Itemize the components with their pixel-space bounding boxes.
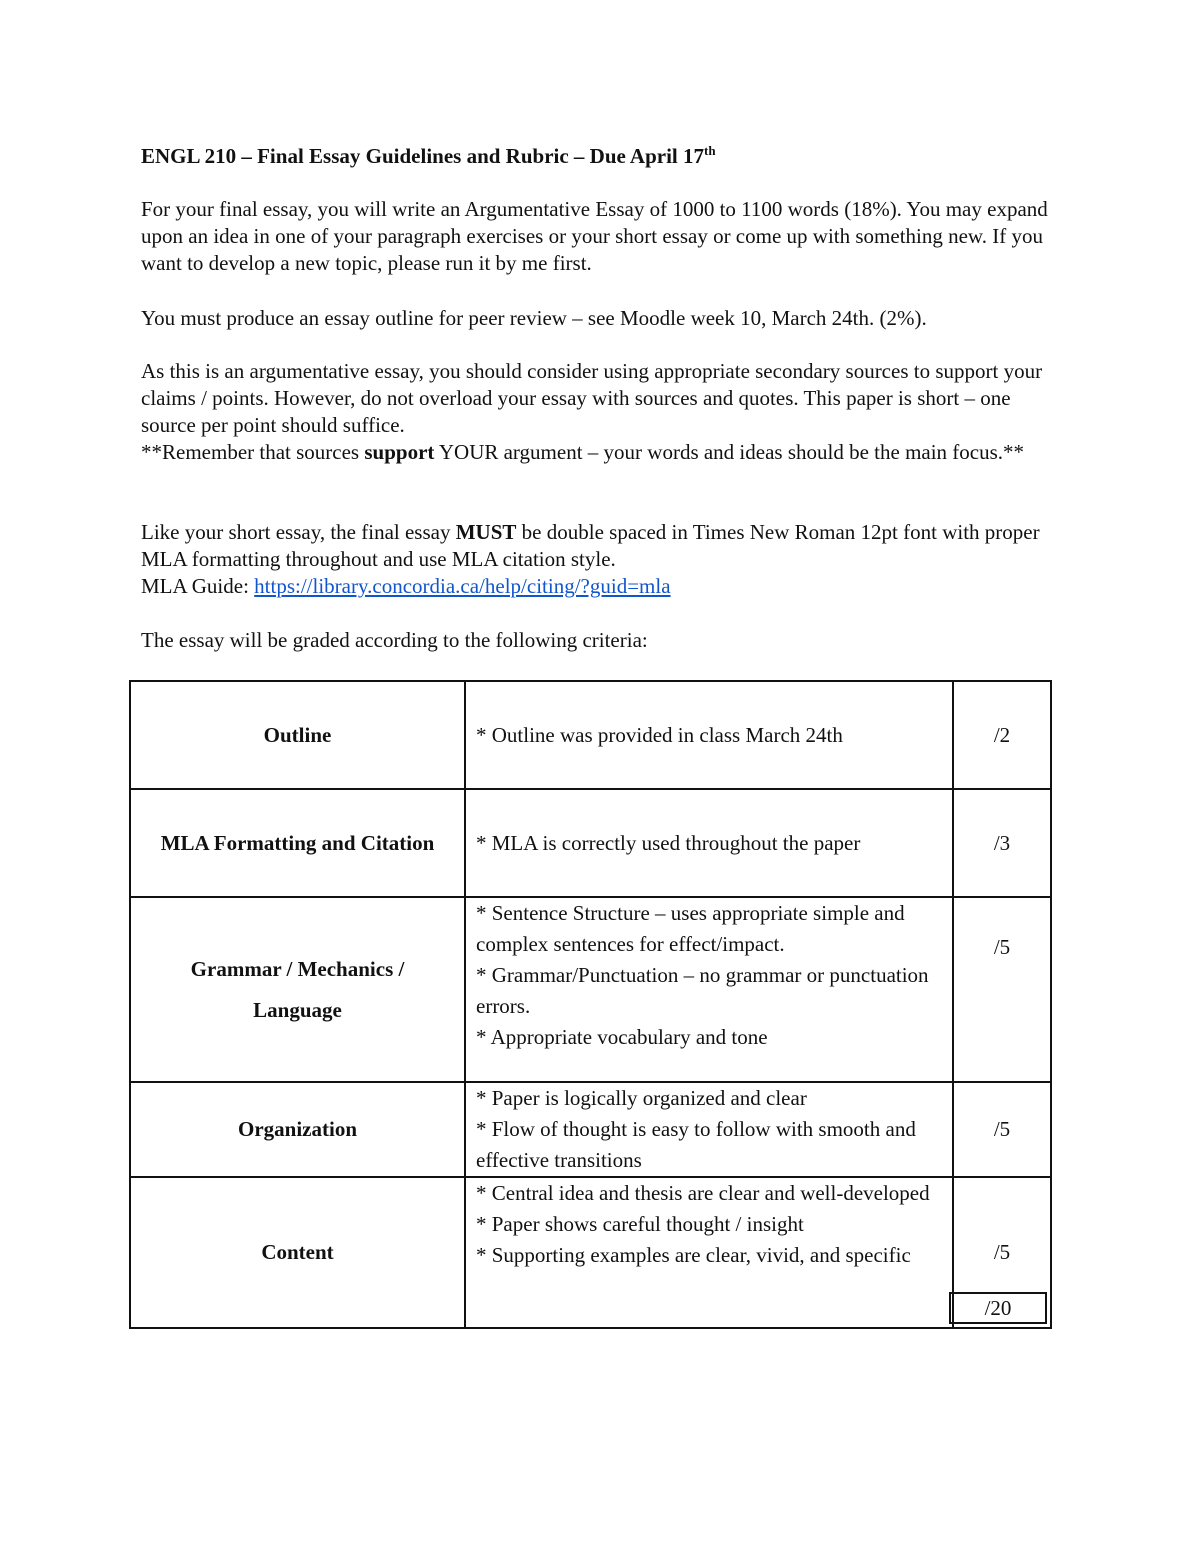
score-cell: /5 [953,1177,1051,1328]
title-text: ENGL 210 – Final Essay Guidelines and Rubric – Due April 17 [141,144,705,168]
paragraph-criteria-intro: The essay will be graded according to the following criteria: [141,628,648,652]
score-cell: /3 [953,789,1051,897]
total-score-cell: /20 [949,1292,1047,1324]
paragraph-formatting [141,519,1066,600]
table-row [130,1177,1051,1328]
mla-guide-line: MLA Guide: https://library.concordia.ca/help/citing/?guid=mla [141,574,671,598]
paragraph-essay-overview: For your final essay, you will write an Argumentative Essay of 1000 to 1100 words (18%). You may expand upon an idea in one of your paragraph exercises or your short essay or come up with something new. If you want to develop a new topic, please run it by me first. [141,197,1048,275]
score-cell: /5 [953,1082,1051,1177]
score-cell: /5 [953,897,1051,1082]
title-superscript: th [704,143,716,158]
details-cell: * Central idea and thesis are clear and well-developed * Paper shows careful thought / insight * Supporting examples are clear, vivid, and specific [465,1177,953,1328]
criterion-cell: Grammar / Mechanics / Language [130,897,465,1082]
criterion-cell: MLA Formatting and Citation [130,789,465,897]
formatting-text: Like your short essay, the final essay MUST be double spaced in Times New Roman 12pt font with proper MLA formatting throughout and use MLA citation style. [141,520,1040,571]
criterion-cell: Outline [130,681,465,789]
criterion-cell: Content [130,1177,465,1328]
table-row [130,789,1051,897]
paragraph-outline: You must produce an essay outline for peer review – see Moodle week 10, March 24th. (2%). [141,306,927,330]
details-cell: * Outline was provided in class March 24th [465,681,953,789]
details-cell: * Sentence Structure – uses appropriate simple and complex sentences for effect/impact. * Grammar/Punctuation – no grammar or punctuation errors. * Appropriate vocabulary and tone [465,897,953,1082]
details-cell: * MLA is correctly used throughout the paper [465,789,953,897]
table-row [130,897,1051,1082]
score-cell: /2 [953,681,1051,789]
paragraph-sources [141,358,1066,466]
mla-guide-link[interactable]: https://library.concordia.ca/help/citing/?guid=mla [254,574,671,598]
sources-reminder: **Remember that sources support YOUR argument – your words and ideas should be the main focus.** [141,440,1025,464]
criterion-cell: Organization [130,1082,465,1177]
document-title [141,143,1066,170]
sources-text: As this is an argumentative essay, you should consider using appropriate secondary sources to support your claims / points. However, do not overload your essay with sources and quotes. This paper is short – one source per point should suffice. [141,359,1043,437]
table-row [130,681,1051,789]
details-cell: * Paper is logically organized and clear * Flow of thought is easy to follow with smooth and effective transitions [465,1082,953,1177]
table-row [130,1082,1051,1177]
rubric-table [129,680,1052,1329]
